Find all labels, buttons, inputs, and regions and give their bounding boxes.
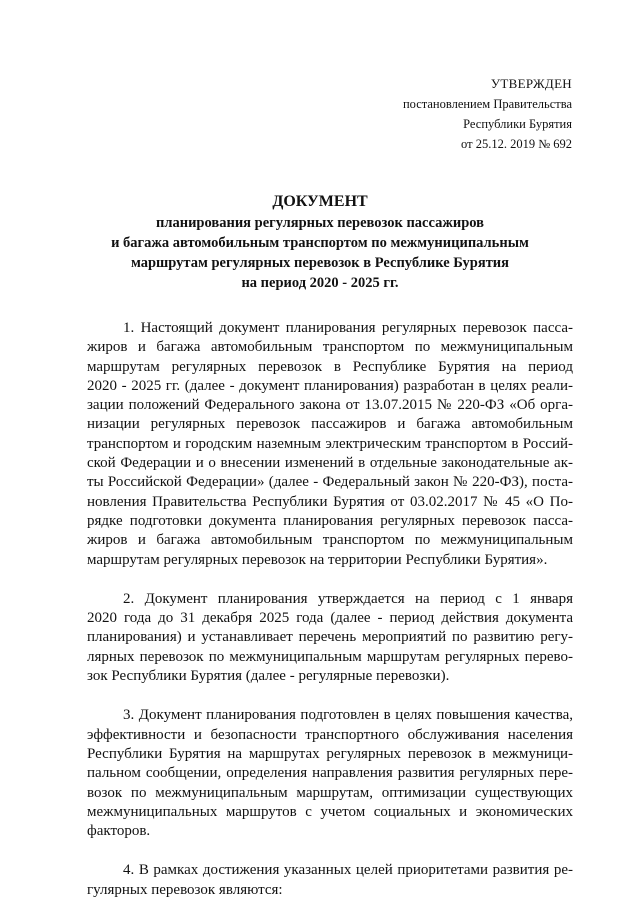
- paragraph-line: лярных перевозок по межмуниципальным маршрутам регулярных перево-: [87, 648, 573, 665]
- approval-line-2: Республики Бурятия: [463, 117, 572, 131]
- approval-title: УТВЕРЖДЕН: [490, 76, 572, 91]
- paragraph-4: [87, 861, 573, 900]
- document-heading: [0, 191, 640, 293]
- paragraph-line: 2020 года до 31 декабря 2025 года (далее - период действия документа: [87, 610, 573, 627]
- paragraph-line: ты Российской Федерации» (далее - Федеральный закон № 220-ФЗ), поста-: [87, 474, 573, 491]
- document-subtitle-line-2: и багажа автомобильным транспортом по межмуниципальным: [111, 235, 529, 251]
- document-subtitle-line-1: планирования регулярных перевозок пассажиров: [155, 215, 485, 231]
- paragraph-line: новления Правительства Республики Бурятия от 03.02.2017 № 45 «О По-: [87, 493, 573, 510]
- paragraph-line: рядке подготовки документа планирования регулярных перевозок пасса-: [87, 512, 573, 529]
- approval-block: [403, 74, 572, 154]
- paragraph-line: маршрутам регулярных перевозок на территории Республики Бурятия».: [87, 551, 548, 568]
- paragraph-line: 1. Настоящий документ планирования регулярных перевозок пасса-: [123, 320, 573, 336]
- paragraph-line: гулярных перевозок являются:: [87, 881, 283, 898]
- document-body: [87, 319, 573, 920]
- paragraph-line: факторов.: [87, 823, 151, 840]
- paragraph-line: планирования) и устанавливает перечень мероприятий по развитию регу-: [87, 629, 573, 646]
- paragraph-line: возок по межмуниципальным маршрутам, оптимизации существующих: [87, 784, 573, 801]
- paragraph-2: [87, 590, 573, 686]
- paragraph-line: жиров и багажа автомобильным транспортом по межмуниципальным: [87, 339, 573, 356]
- paragraph-line: ской Федерации и о внесении изменений в отдельные законодательные ак-: [87, 455, 573, 472]
- paragraph-line: зации положений Федерального закона от 13.07.2015 № 220-ФЗ «Об орга-: [87, 397, 573, 414]
- approval-line-3: от 25.12. 2019 № 692: [461, 137, 572, 151]
- paragraph-line: 3. Документ планирования подготовлен в целях повышения качества,: [123, 707, 573, 724]
- paragraph-line: 2. Документ планирования утверждается на период с 1 января: [123, 590, 573, 607]
- paragraph-line: низации регулярных перевозок пассажиров и багажа автомобильным: [87, 416, 573, 433]
- paragraph-line: зок Республики Бурятия (далее - регулярные перевозки).: [87, 668, 450, 685]
- paragraph-1: [87, 319, 573, 570]
- paragraph-3: [87, 706, 573, 841]
- paragraph-line: жиров и багажа автомобильным транспортом по межмуниципальным: [87, 532, 573, 549]
- paragraph-line: транспортом и городским наземным электрическим транспортом в Россий-: [87, 435, 573, 452]
- paragraph-line: межмуниципальных маршрутов с учетом социальных и экономических: [87, 803, 573, 820]
- paragraph-line: 2020 - 2025 гг. (далее - документ планирования) разработан в целях реали-: [87, 377, 573, 394]
- document-subtitle-line-3: маршрутам регулярных перевозок в Республике Бурятия: [130, 255, 510, 271]
- document-title: ДОКУМЕНТ: [272, 193, 368, 210]
- paragraph-line: 4. В рамках достижения указанных целей приоритетами развития ре-: [123, 862, 573, 879]
- paragraph-line: пальном сообщении, определения направления развития регулярных пере-: [87, 765, 573, 782]
- paragraph-line: эффективности и безопасности транспортного обслуживания населения: [87, 726, 573, 743]
- approval-line-1: постановлением Правительства: [402, 97, 572, 111]
- paragraph-line: Республики Бурятия на маршрутах регулярных перевозок в межмуници-: [87, 745, 573, 762]
- document-subtitle-line-4: на период 2020 - 2025 гг.: [241, 275, 399, 291]
- paragraph-line: маршрутам регулярных перевозок в Республике Бурятия на период: [87, 358, 573, 375]
